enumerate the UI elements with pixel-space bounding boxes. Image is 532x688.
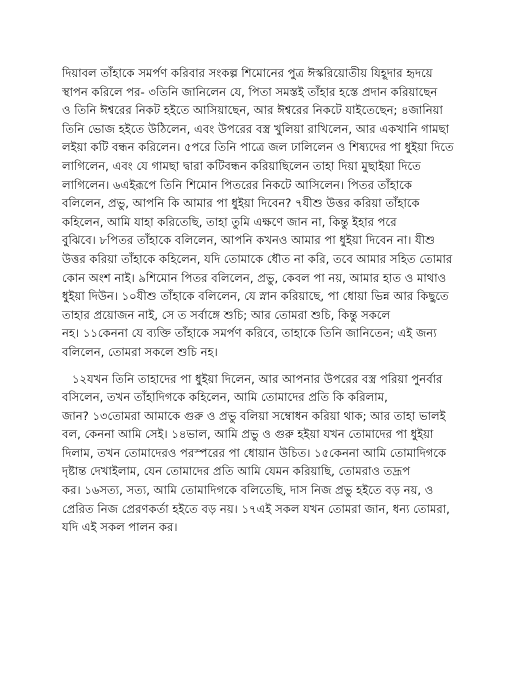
document-body <box>62 64 482 537</box>
text-line: লাগিলেন। ৬এইরূপে তিনি শিমোন পিতরের নিকটে আসিলেন। পিতর তাঁহাকে <box>62 177 412 192</box>
text-line: দিলাম, তখন তোমাদেরও পরস্পরের পা ধোয়ান উচিত। ১৫কেননা আমি তোমাদিগকে <box>62 445 447 460</box>
text-line: ধুইয়া দিউন। ১০যীশু তাঁহাকে বলিলেন, যে স্নান করিয়াছে, পা ধোয়া ভিন্ন আর কিছুতে <box>62 289 449 304</box>
text-line: জান? ১৩তোমরা আমাকে গুরু ও প্রভু বলিয়া সম্বোধন করিয়া থাক; আর তাহা ভালই <box>62 408 446 423</box>
text-line: ও তিনি ঈশ্বরের নিকট হইতে আসিয়াছেন, আর ঈশ্বরের নিকটে যাইতেছেন; ৪জানিয়া <box>62 103 443 118</box>
text-line: প্রেরিত নিজ প্রেরণকর্তা হইতে বড় নয়। ১৭এই সকল যখন তোমরা জান, ধন্য তোমরা, <box>62 501 450 516</box>
paragraph-1 <box>62 64 482 362</box>
text-line: নহ। ১১কেননা যে ব্যক্তি তাঁহাকে সমর্পণ করিবে, তাহাকে তিনি জানিতেন; এই জন্য <box>62 326 437 341</box>
text-line: বসিলেন, তখন তাঁহাদিগকে কহিলেন, আমি তোমাদের প্রতি কি করিলাম, <box>62 390 388 405</box>
text-line: কর। ১৬সত্য, সত্য, আমি তোমাদিগকে বলিতেছি, দাস নিজ প্রভু হইতে বড় নয়, ও <box>62 483 434 498</box>
text-line: বল, কেননা আমি সেই। ১৪ভাল, আমি প্রভু ও গুরু হইয়া যখন তোমাদের পা ধুইয়া <box>62 427 434 442</box>
text-line: যদি এই সকল পালন কর। <box>62 520 178 535</box>
text-line: বলিলেন, প্রভু, আপনি কি আমার পা ধুইয়া দিবেন? ৭যীশু উত্তর করিয়া তাঁহাকে <box>62 196 420 211</box>
text-line: লাগিলেন, এবং যে গামছা দ্বারা কটিবন্ধন করিয়াছিলেন তাহা দিয়া মুছাইয়া দিতে <box>62 158 421 173</box>
paragraph-2 <box>62 370 482 537</box>
text-line: স্থাপন করিলে পর- ৩তিনি জানিলেন যে, পিতা সমস্তই তাঁহার হস্তে প্রদান করিয়াছেন <box>62 84 438 99</box>
text-line: বলিলেন, তোমরা সকলে শুচি নহ। <box>62 344 218 359</box>
text-line: কহিলেন, আমি যাহা করিতেছি, তাহা তুমি এক্ষণে জান না, কিন্তু ইহার পরে <box>62 214 397 229</box>
text-line: বুঝিবে। ৮পিতর তাঁহাকে বলিলেন, আপনি কখনও আমার পা ধুইয়া দিবেন না। যীশু <box>62 233 436 248</box>
text-line: ১২যখন তিনি তাহাদের পা ধুইয়া দিলেন, আর আপনার উপরের বস্ত্র পরিয়া পুনর্বার <box>72 371 443 386</box>
text-line: উত্তর করিয়া তাঁহাকে কহিলেন, যদি তোমাকে ধৌত না করি, তবে আমার সহিত তোমার <box>62 251 453 266</box>
text-line: দিয়াবল তাঁহাকে সমর্পণ করিবার সংকল্প শিমোনের পুত্র ঈস্করিয়োতীয় যিহূদার হৃদয়ে <box>62 66 433 80</box>
text-line: কোন অংশ নাই। ৯শিমোন পিতর বলিলেন, প্রভু, কেবল পা নয়, আমার হাত ও মাথাও <box>62 270 447 285</box>
text-line: তিনি ভোজ হইতে উঠিলেন, এবং উপরের বস্ত্র খুলিয়া রাখিলেন, আর একখানি গামছা <box>62 121 449 136</box>
text-line: দৃষ্টান্ত দেখাইলাম, যেন তোমাদের প্রতি আমি যেমন করিয়াছি, তোমরাও তদ্রূপ <box>62 464 411 479</box>
text-line: লইয়া কটি বন্ধন করিলেন। ৫পরে তিনি পাত্রে জল ঢালিলেন ও শিষ্যদের পা ধুইয়া দিতে <box>62 140 454 155</box>
text-line: তাহার প্রয়োজন নাই, সে ত সর্বাঙ্গে শুচি; আর তোমরা শুচি, কিন্তু সকলে <box>62 307 391 322</box>
